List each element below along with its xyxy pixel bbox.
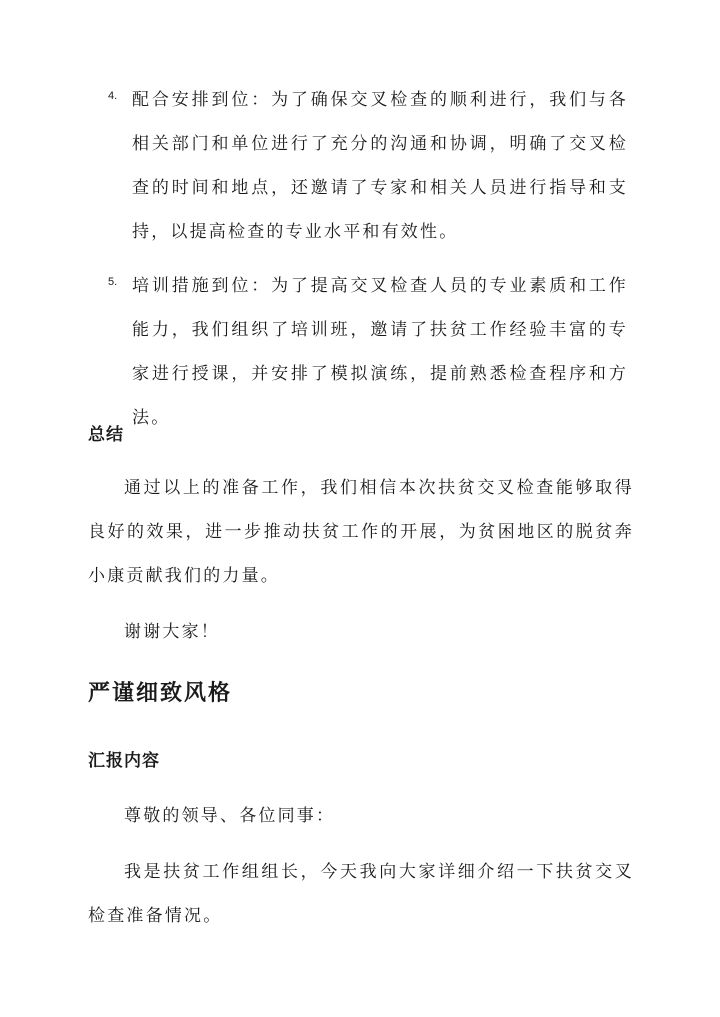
- report-subheading: 汇报内容: [88, 751, 160, 771]
- section-title: 严谨细致风格: [88, 680, 233, 706]
- list-number: 5.: [108, 276, 118, 288]
- list-text: 培训措施到位：为了提高交叉检查人员的专业素质和工作能力，我们组织了培训班，邀请了扶贫工作经验丰富的专家进行授课，并安排了模拟演练，提前熟悉检查程序和方法。: [132, 276, 628, 428]
- list-item-4: [108, 78, 628, 254]
- list-text: 配合安排到位：为了确保交叉检查的顺利进行，我们与各相关部门和单位进行了充分的沟通和协调，明确了交叉检查的时间和地点，还邀请了专家和相关人员进行指导和支持，以提高检查的专业水平和有效性。: [132, 90, 628, 242]
- list-number: 4.: [108, 90, 118, 102]
- greeting-paragraph: 尊敬的领导、各位同事：: [124, 806, 336, 826]
- thanks-text: 谢谢大家！: [124, 622, 220, 642]
- list-item-5: [108, 264, 628, 440]
- intro-paragraph: 我是扶贫工作组组长，今天我向大家详细介绍一下扶贫交叉检查准备情况。: [88, 862, 634, 926]
- summary-paragraph: 通过以上的准备工作，我们相信本次扶贫交叉检查能够取得良好的效果，进一步推动扶贫工作的开展，为贫困地区的脱贫奔小康贡献我们的力量。: [88, 478, 634, 586]
- summary-heading: 总结: [88, 425, 124, 445]
